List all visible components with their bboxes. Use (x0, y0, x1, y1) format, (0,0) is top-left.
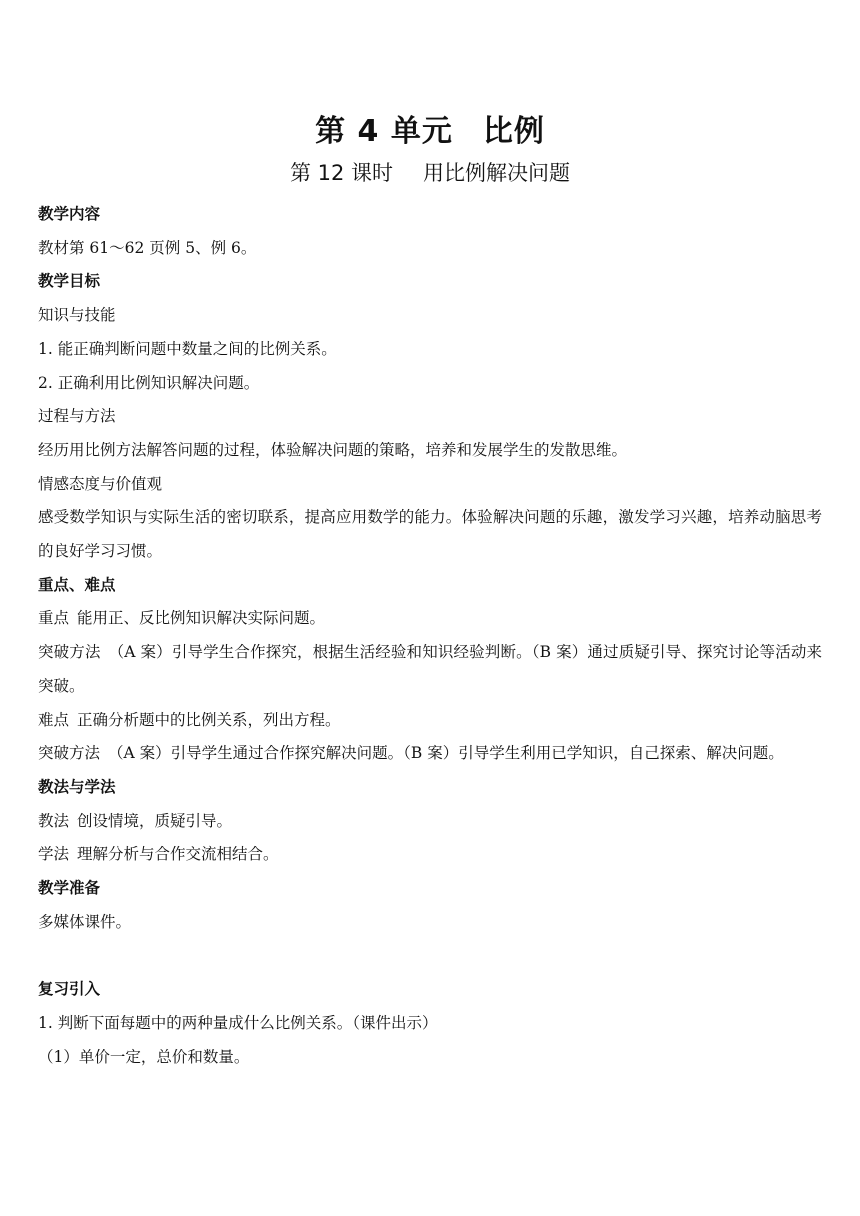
section-heading-goals: 教学目标 (38, 272, 101, 291)
review-subitem: （1）单价一定，总价和数量。 (38, 1047, 250, 1066)
difficult-method (38, 737, 822, 771)
key-point (38, 602, 822, 636)
key-method-text: （A 案）引导学生合作探究，根据生活经验和知识经验判断。（B 案）通过质疑引导、探究讨论等活动来突破。 (38, 643, 822, 695)
section-heading-content: 教学内容 (38, 205, 101, 223)
review-item: 1. 判断下面每题中的两种量成什么比例关系。（课件出示） (38, 1013, 438, 1032)
unit-topic: 比例 (482, 114, 545, 149)
teach-method (38, 805, 822, 839)
learn-text: 理解分析与合作交流相结合。 (77, 845, 279, 864)
lesson-number: 第 12 课时 (289, 161, 394, 185)
section-heading-review: 复习引入 (38, 980, 101, 999)
teach-label: 教法 (38, 811, 70, 830)
key-text: 能用正、反比例知识解决实际问题。 (77, 609, 326, 628)
difficult-method-text: （A 案）引导学生通过合作探究解决问题。（B 案）引导学生利用已学知识，自己探索、解决问题。 (108, 744, 784, 763)
content-text: 教材第 61～62 页例 5、例 6。 (38, 238, 257, 257)
learn-label: 学法 (38, 845, 70, 864)
lesson-subtitle (38, 157, 822, 187)
difficult-point (38, 704, 822, 738)
key-method-label: 突破方法 (38, 643, 101, 662)
section-heading-methods: 教法与学法 (38, 777, 116, 796)
attitude-text: 感受数学知识与实际生活的密切联系，提高应用数学的能力。体验解决问题的乐趣，激发学习兴趣，培养动脑思考的良好学习习惯。 (38, 508, 822, 561)
section-heading-prep: 教学准备 (38, 879, 101, 898)
difficult-label: 难点 (38, 710, 70, 729)
section-heading-key-points: 重点、难点 (38, 575, 116, 594)
lesson-topic: 用比例解决问题 (423, 161, 571, 185)
document-body (38, 198, 822, 1074)
key-method (38, 636, 822, 703)
process-label: 过程与方法 (38, 407, 116, 426)
unit-number: 第 4 单元 (315, 114, 453, 149)
prep-text: 多媒体课件。 (38, 912, 132, 931)
unit-title (38, 106, 822, 150)
difficult-method-label: 突破方法 (38, 744, 101, 763)
key-label: 重点 (38, 609, 70, 628)
teach-text: 创设情境，质疑引导。 (77, 811, 233, 830)
attitude-label: 情感态度与价值观 (38, 474, 163, 493)
blank-line (38, 939, 822, 973)
process-text: 经历用比例方法解答问题的过程，体验解决问题的策略，培养和发展学生的发散思维。 (38, 440, 628, 459)
knowledge-label: 知识与技能 (38, 306, 116, 325)
difficult-text: 正确分析题中的比例关系，列出方程。 (77, 710, 341, 729)
learn-method (38, 838, 822, 872)
knowledge-item: 2. 正确利用比例知识解决问题。 (38, 373, 260, 392)
knowledge-item: 1. 能正确判断问题中数量之间的比例关系。 (38, 339, 337, 358)
